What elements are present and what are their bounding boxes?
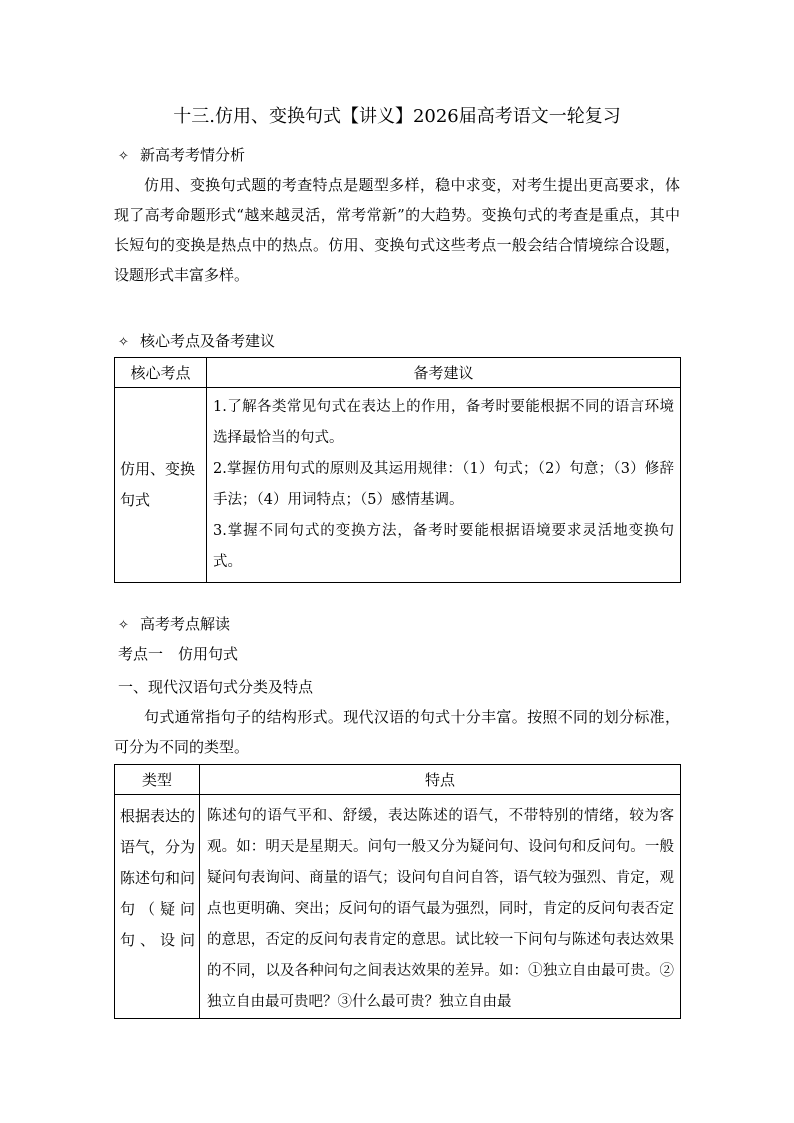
table-header-row	[115, 765, 681, 795]
section-heading-text: 核心考点及备考建议	[140, 332, 276, 350]
section-heading-core-points	[118, 330, 275, 354]
section-heading-text: 新高考考情分析	[140, 146, 246, 164]
table-row	[115, 795, 681, 1019]
feature-cell: 陈述句的语气平和、舒缓，表达陈述的语气，不带特别的情绪，较为客观。如：明天是星期天。问句一般又分为疑问句、设问句和反问句。一般疑问句表询问、商量的语气；设问句自问自答，语气较为强烈、肯定，观点也更明确、突出；反问句的语气最为强烈，同时，肯定的反问句表否定的意思，否定的反问句表肯定的意思。试比较一下问句与陈述句表达效果的不同，以及各种问句之间表达效果的差异。如：①独立自由最可贵。②独立自由最可贵吧？③什么最可贵？独立自由最	[200, 795, 681, 1019]
table-header-row	[115, 358, 681, 388]
section-heading-exam-analysis	[118, 144, 245, 168]
suggestion-cell	[207, 388, 681, 583]
kaodian-title: 考点一 仿用句式	[118, 645, 239, 663]
suggestion-item: 1.了解各类常见句式在表达上的作用，备考时要能根据不同的语言环境选择最恰当的句式。	[213, 399, 674, 446]
document-title: 十三.仿用、变换句式【讲义】2026届高考语文一轮复习	[173, 106, 621, 127]
table-header-cell: 类型	[115, 765, 200, 795]
suggestion-item: 2.掌握仿用句式的原则及其运用规律：（1）句式；（2）句意；（3）修辞手法；（4）用词特点；（5）感情基调。	[213, 461, 674, 508]
category-cell: 根据表达的语气，分为陈述句和问句（疑问句、设问	[115, 795, 200, 1019]
table-row	[115, 388, 681, 583]
exam-analysis-paragraph: 仿用、变换句式题的考查特点是题型多样，稳中求变，对考生提出更高要求，体现了高考命题形式“越来越灵活，常考常新”的大趋势。变换句式的考查是重点，其中长短句的变换是热点中的热点。仿用、变换句式这些考点一般会结合情境综合设题，设题形式丰富多样。	[114, 176, 680, 284]
core-point-cell: 仿用、变换句式	[115, 388, 207, 583]
diamond-bullet-icon: ✧	[118, 149, 129, 164]
diamond-bullet-icon: ✧	[118, 618, 129, 633]
table-header-cell: 核心考点	[115, 358, 207, 388]
table-header-cell: 特点	[200, 765, 681, 795]
section-heading-interpretation	[118, 613, 230, 637]
sentence-type-paragraph: 句式通常指句子的结构形式。现代汉语的句式十分丰富。按照不同的划分标准，可分为不同的类型。	[114, 708, 680, 756]
section-heading-text: 高考考点解读	[140, 615, 231, 633]
diamond-bullet-icon: ✧	[118, 335, 129, 350]
table-header-cell: 备考建议	[207, 358, 681, 388]
core-points-table	[114, 357, 681, 583]
suggestion-item: 3.掌握不同句式的变换方法，备考时要能根据语境要求灵活地变换句式。	[213, 523, 674, 570]
sentence-type-table	[114, 764, 681, 1019]
sub-title: 一、现代汉语句式分类及特点	[118, 678, 314, 696]
